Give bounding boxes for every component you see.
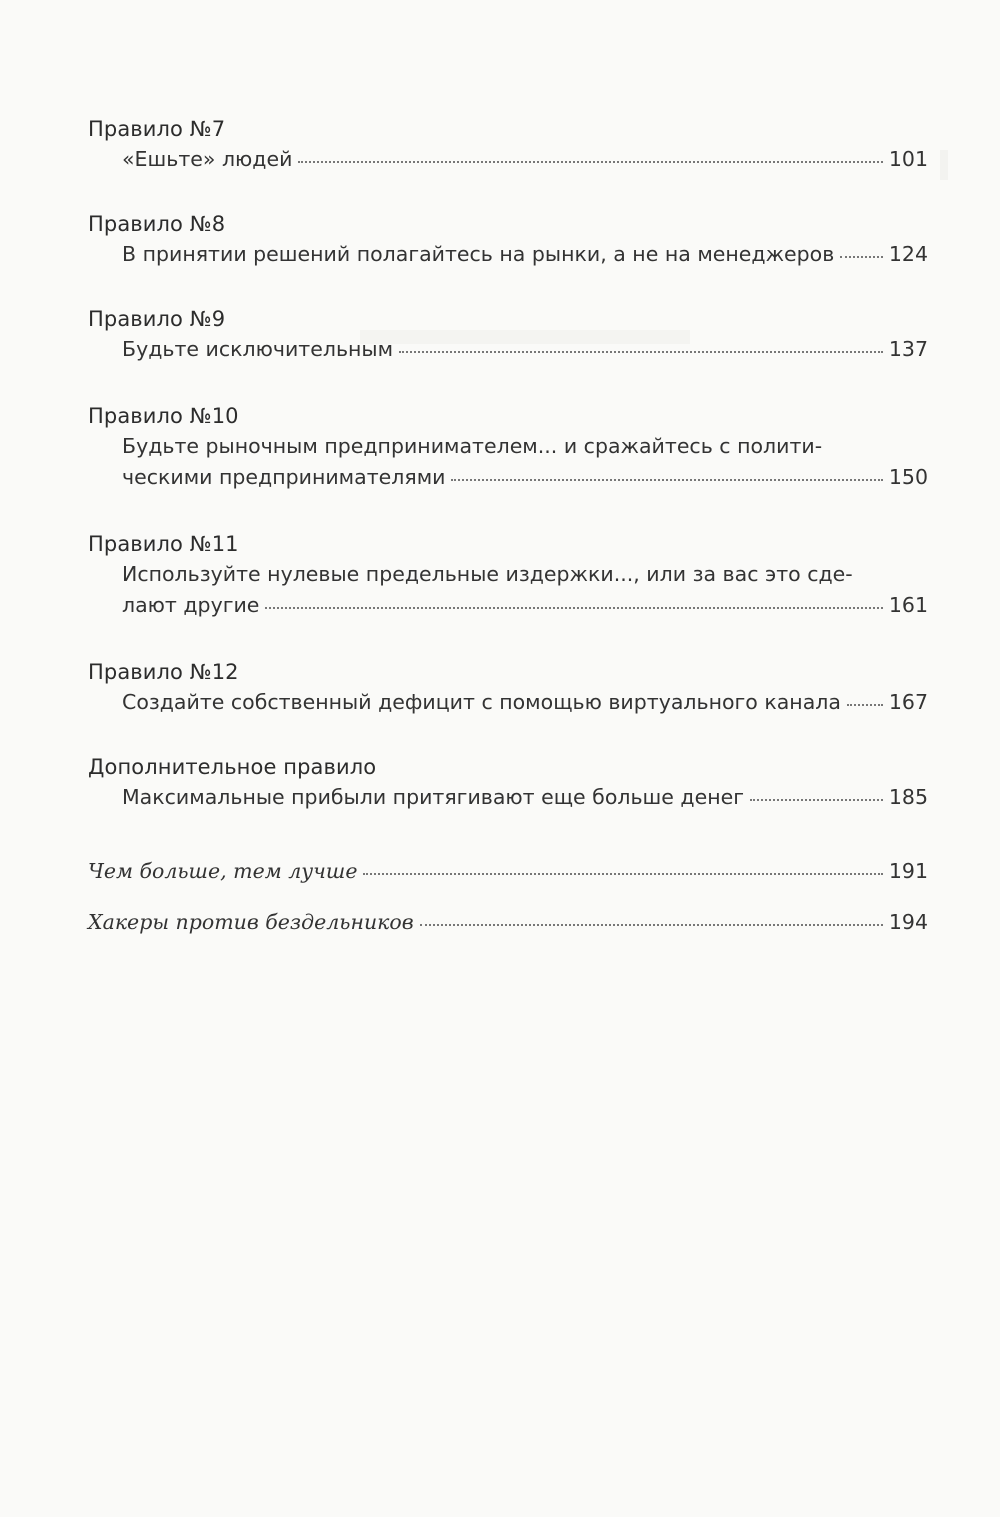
show-through-mark [940,150,948,180]
toc-section-rule-10 [88,401,928,493]
page-number: 124 [888,242,928,266]
dot-leader [298,143,882,163]
dot-leader [265,589,882,609]
entry-title-line-1: Будьте рыночным предпринимателем... и сражайтесь с полити- [122,434,823,458]
dot-leader [451,461,882,481]
page-number: 137 [888,337,928,361]
section-title: Правило №8 [88,212,226,236]
entry-title: Хакеры против бездельников [88,910,414,934]
toc-section-rule-11 [88,529,928,621]
section-title: Дополнительное правило [88,755,377,779]
dot-leader [840,238,883,258]
toc-entry-afterword[interactable] [88,907,928,938]
show-through-mark [360,330,690,344]
section-title: Правило №10 [88,404,239,428]
toc-entry[interactable] [122,144,928,175]
page-number: 150 [888,465,928,489]
entry-title-line-1: Используйте нулевые предельные издержки..., или за вас это сде- [122,562,853,586]
page-number: 194 [888,910,928,934]
toc-section-rule-8 [88,209,928,270]
section-title: Правило №9 [88,307,226,331]
section-title: Правило №7 [88,117,226,141]
entry-title: «Ешьте» людей [122,147,293,171]
page-number: 191 [888,859,928,883]
dot-leader [750,781,883,801]
dot-leader [420,906,883,926]
entry-title: Создайте собственный дефицит с помощью виртуального канала [122,690,841,714]
section-title: Правило №12 [88,660,239,684]
toc-entry[interactable] [122,559,928,621]
toc-entry[interactable] [122,431,928,493]
entry-title: Будьте исключительным [122,337,394,361]
dot-leader [847,686,883,706]
page-number: 101 [888,147,928,171]
page-number: 161 [888,593,928,617]
toc-entry[interactable] [122,782,928,813]
entry-title-line-2: лают другие [122,593,260,617]
dot-leader [363,855,882,875]
toc-section-rule-7 [88,114,928,175]
toc-entry[interactable] [122,239,928,270]
page-number: 167 [888,690,928,714]
toc-section-rule-12 [88,657,928,718]
page-number: 185 [888,785,928,809]
section-title: Правило №11 [88,532,239,556]
toc-section-bonus-rule [88,752,928,813]
entry-title: Максимальные прибыли притягивают еще больше денег [122,785,745,809]
entry-title: Чем больше, тем лучше [88,859,358,883]
entry-title-line-2: ческими предпринимателями [122,465,446,489]
entry-title: В принятии решений полагайтесь на рынки, а не на менеджеров [122,242,835,266]
toc-entry-conclusion[interactable] [88,856,928,887]
toc-entry[interactable] [122,687,928,718]
